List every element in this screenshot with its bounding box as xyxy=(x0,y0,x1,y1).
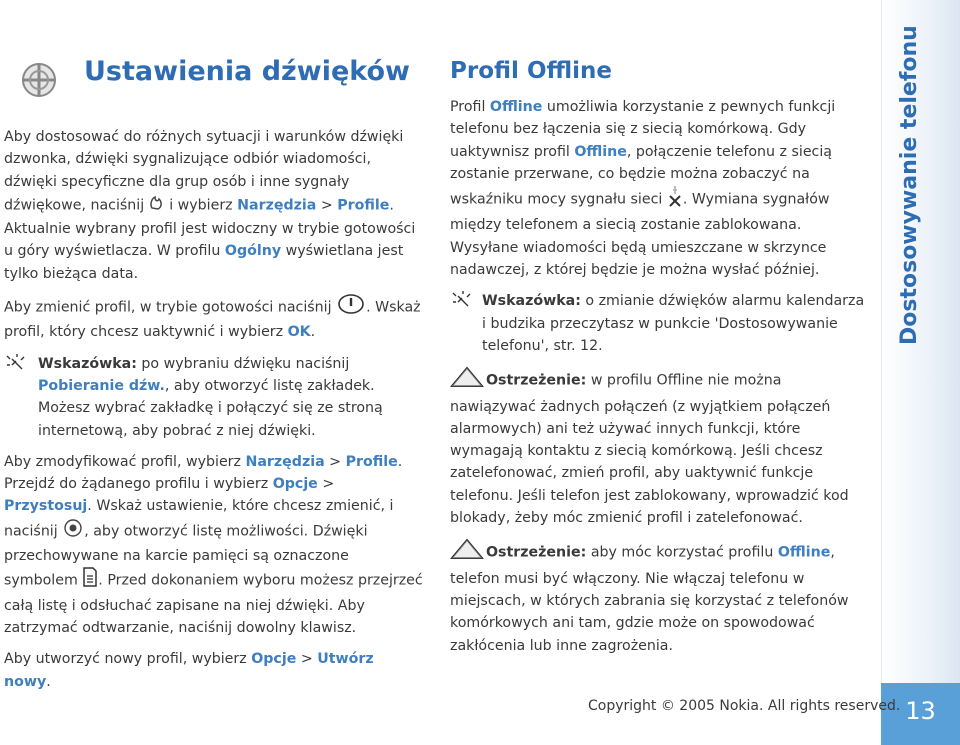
memory-card-icon xyxy=(82,567,98,594)
tip-icon xyxy=(4,353,38,442)
tip-icon xyxy=(450,290,482,357)
paragraph-new-profile: Aby utworzyć nowy profil, wybierz Opcje > Utwórz nowy. xyxy=(4,651,374,690)
page-number-box xyxy=(881,683,960,745)
warning-box-2: Ostrzeżenie: aby móc korzystać profilu Offline, telefon musi być włączony. Nie włączaj telefonu w miejscach, w których zabrania się korzystać z telefonów komórkowych ani tam, gdzie może on spowodować zakłócenia lub inne zagrożenia. xyxy=(450,538,870,656)
paragraph-modify-profile: Aby zmodyfikować profil, wybierz Narzędzia > Profile. Przejdź do żądanego profilu i wybierz Opcje > Przystosuj. Wskaż ustawienie, które chcesz zmienić, i naciśnij , aby otworzyć listę możliwości. Dźwięki przechowywane na karcie pamięci są oznaczone symbolem . Przed dokonaniem wyboru możesz przejrzeć całą listę i odsłuchać zapisane na niej dźwięki. Aby zatrzymać odtwarzanie, naciśnij dowolny klawisz. xyxy=(4,453,423,636)
warning-box-1: Ostrzeżenie: w profilu Offline nie można nawiązywać żadnych połączeń (z wyjątkiem połączeń alarmowych) ani też używać innych funkcji, które wymagają kontaktu z siecią komórkową. Jeśli chcesz zatelefonować, zmień profil, aby uaktywnić funkcje telefonu. Jeśli telefon jest zablokowany, wprowadzić kod blokady, żeby móc zmienić profil i zatelefonować. xyxy=(450,366,870,529)
tip-box-right: Wskazówka: o zmianie dźwięków alarmu kalendarza i budzika przeczytasz w punkcie 'Dostosowywanie telefonu', str. 12. xyxy=(450,290,870,357)
page-number: 13 xyxy=(905,697,936,725)
warning-icon xyxy=(450,538,486,567)
copyright-footer: Copyright © 2005 Nokia. All rights reserved. xyxy=(588,698,901,714)
joystick-icon xyxy=(62,518,84,545)
no-signal-icon xyxy=(667,185,683,214)
warning-icon xyxy=(450,366,486,395)
chapter-title-vertical: Dostosowywanie telefonu xyxy=(897,25,922,345)
paragraph-change-profile: Aby zmienić profil, w trybie gotowości naciśnij . Wskaż profil, który chcesz uaktywnić i wybierz OK. xyxy=(4,294,424,344)
right-column xyxy=(450,96,870,657)
end-key-icon xyxy=(336,294,366,321)
paragraph-offline: Profil Offline umożliwia korzystanie z pewnych funkcji telefonu bez łączenia się z siecią komórkową. Gdy uaktywnisz profil Offline, połączenie telefonu z siecią zostanie przerwane, co będzie można zobaczyć na wskaźniku mocy sygnału sieci . Wymiana sygnałów między telefonem a siecią zostanie zablokowana. Wysyłane wiadomości będą umieszczane w skrzynce nadawczej, z której będzie je można wysłać później. xyxy=(450,99,836,279)
left-column xyxy=(4,126,424,693)
menu-key-icon xyxy=(149,193,165,218)
speaker-icon xyxy=(15,62,65,98)
paragraph-intro: Aby dostosować do różnych sytuacji i warunków dźwięki dzwonka, dźwięki sygnalizujące odbiór wiadomości, dźwięki specyficzne dla grup osób i inne sygnały dźwiękowe, naciśnij i wybierz Narzędzia > Profile. Aktualnie wybrany profil jest widoczny w trybie gotowości u góry wyświetlacza. W profilu Ogólny wyświetlana jest tylko bieżąca data. xyxy=(4,129,416,282)
section-title-offline: Profil Offline xyxy=(450,58,613,84)
tip-box-left: Wskazówka: po wybraniu dźwięku naciśnij Pobieranie dźw., aby otworzyć listę zakładek. Możesz wybrać zakładkę i połączyć się ze stroną internetową, aby pobrać z niej dźwięki. xyxy=(4,353,424,442)
section-icon xyxy=(15,62,65,102)
page-title: Ustawienia dźwięków xyxy=(84,56,411,87)
